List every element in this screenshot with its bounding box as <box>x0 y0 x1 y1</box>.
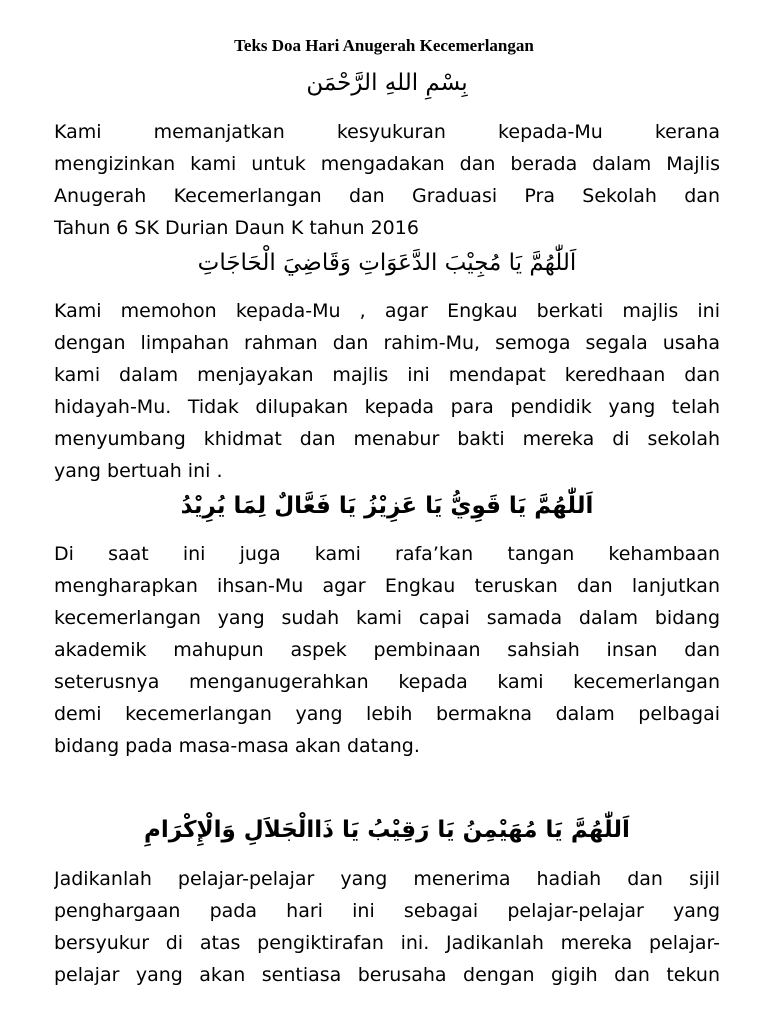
paragraph-line: menyumbang khidmat dan menabur bakti mereka di sekolah <box>54 428 720 450</box>
paragraph-line: Tahun 6 SK Durian Daun K tahun 2016 <box>54 217 419 239</box>
paragraph-line: bersyukur di atas pengiktirafan ini. Jadikanlah mereka pelajar- <box>54 932 720 954</box>
paragraph-line: penghargaan pada hari ini sebagai pelajar-pelajar yang <box>54 900 720 922</box>
paragraph-line: Kami memanjatkan kesyukuran kepada-Mu kerana <box>54 121 720 143</box>
paragraph-line: seterusnya menganugerahkan kepada kami kecemerlangan <box>54 671 720 693</box>
paragraph-blessing <box>54 295 720 487</box>
paragraph-line: yang bertuah ini . <box>54 460 223 482</box>
paragraph-line: Kami memohon kepada-Mu , agar Engkau berkati majlis ini <box>54 300 720 322</box>
paragraph-hope <box>54 538 720 762</box>
paragraph-thanksgiving <box>54 116 720 244</box>
paragraph-line: hidayah-Mu. Tidak dilupakan kepada para pendidik yang telah <box>54 396 720 418</box>
paragraph-line: Jadikanlah pelajar-pelajar yang menerima hadiah dan sijil <box>54 868 720 890</box>
paragraph-line: mengizinkan kami untuk mengadakan dan berada dalam Majlis <box>54 153 720 175</box>
paragraph-line: dengan limpahan rahman dan rahim-Mu, semoga segala usaha <box>54 332 720 354</box>
paragraph-students <box>54 863 720 991</box>
document-title: Teks Doa Hari Anugerah Kecemerlangan <box>234 36 534 55</box>
arabic-heading-basmalah: بِسْمِ اللهِ الرَّحْمَن <box>306 70 468 96</box>
arabic-heading-muhaymin: اَللّٰهُمَّ يَا مُهَيْمِنُ يَا رَقِيْبُ يَا ذَاالْجَلاَلِ وَالْإِكْرَامِ <box>144 817 630 843</box>
paragraph-line: demi kecemerlangan yang lebih bermakna dalam pelbagai <box>54 703 720 725</box>
arabic-heading-qawiy: اَللّٰهُمَّ يَا قَوِيُّ يَا عَزِيْزُ يَا فَعَّالٌ لِمَا يُرِيْدُ <box>180 493 594 519</box>
paragraph-line: pelajar yang akan sentiasa berusaha dengan gigih dan tekun <box>54 964 720 986</box>
paragraph-line: kami dalam menjayakan majlis ini mendapat keredhaan dan <box>54 364 720 386</box>
arabic-heading-mujib: اَللّٰهُمَّ يَا مُجِيْبَ الدَّعَوَاتِ وَقَاضِيَ الْحَاجَاتِ <box>197 250 577 276</box>
paragraph-line: Di saat ini juga kami rafa’kan tangan kehambaan <box>54 543 720 565</box>
paragraph-line: kecemerlangan yang sudah kami capai samada dalam bidang <box>54 607 720 629</box>
paragraph-line: bidang pada masa-masa akan datang. <box>54 735 420 757</box>
paragraph-line: mengharapkan ihsan-Mu agar Engkau teruskan dan lanjutkan <box>54 575 720 597</box>
paragraph-line: akademik mahupun aspek pembinaan sahsiah insan dan <box>54 639 720 661</box>
paragraph-line: Anugerah Kecemerlangan dan Graduasi Pra Sekolah dan <box>54 185 720 207</box>
